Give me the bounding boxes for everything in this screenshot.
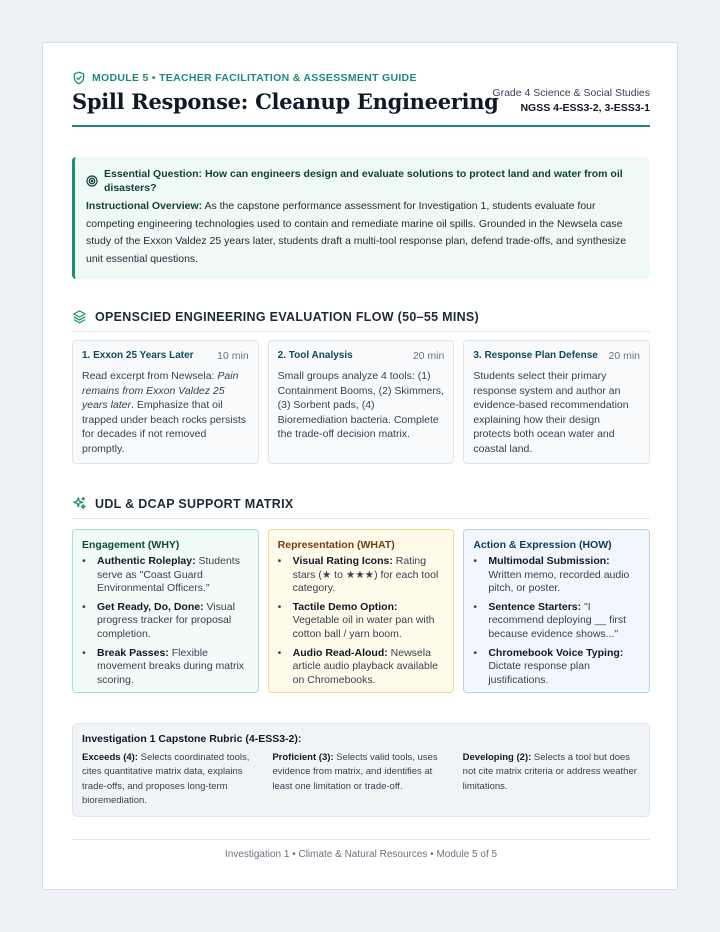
item-text: "I recommend deploying __ first because evidence shows..." [488,600,627,640]
item-label: Chromebook Voice Typing: [488,646,624,659]
rubric-title: Investigation 1 Capstone Rubric (4-ESS3-2): [82,733,302,745]
item-label: Get Ready, Do, Done: [97,600,204,613]
item-label: Authentic Roleplay: [97,555,196,567]
item-text: Vegetable oil in water pan with cotton ball / yarn boom. [292,614,435,640]
action-expression-column [463,529,650,693]
item-text: Students serve as "Coast Guard Environmental Officers." [97,555,240,595]
essential-question-text: Essential Question: How can engineers design and evaluate solutions to protect land and water from oil disasters? [104,168,623,194]
card-title: 2. Tool Analysis [277,350,353,361]
list-item [473,555,640,596]
list-item [82,601,249,642]
flow-heading-text: OPENSCIED ENGINEERING EVALUATION FLOW (50–55 MINS) [95,309,480,324]
item-text: Flexible movement breaks during matrix scoring. [97,646,245,686]
support-list [278,555,445,687]
module-line [72,71,650,85]
flow-card-response-plan [463,340,650,464]
list-item [278,555,445,596]
item-label: Break Passes: [97,646,169,659]
card-body [82,369,249,457]
grade-info [492,86,650,116]
layers-icon [72,309,87,324]
list-item [473,601,640,642]
item-label: Visual Rating Icons: [292,555,393,567]
card-time: 20 min [412,350,445,362]
item-text: Written memo, recorded audio pitch, or poster. [488,568,630,595]
rubric-level-proficient [272,751,449,809]
capstone-rubric [72,723,650,817]
sparkles-icon [72,496,87,511]
list-item [82,647,249,688]
item-label: Sentence Starters: [488,600,582,613]
grade-label: Grade 4 Science & Social Studies [492,87,650,99]
essential-question-callout [72,157,650,279]
list-item [82,555,249,596]
column-title: Representation (WHAT) [277,539,395,551]
rubric-level-developing [463,751,640,809]
udl-matrix [72,529,650,693]
level-text: Selects a tool but does not cite matrix criteria or address weather limitations. [462,752,637,792]
article-title: Pain remains from Exxon Valdez 25 years later [82,370,239,412]
level-label: Developing (2): [462,752,532,763]
overview-label: Instructional Overview: [86,200,203,212]
column-title: Engagement (WHY) [82,539,180,551]
instructional-overview [86,198,638,268]
card-body: Small groups analyze 4 tools: (1) Containment Booms, (2) Skimmers, (3) Sorbent pads, (4) Bioremediation bacteria. Complete the trade-off decision matrix. [277,370,444,441]
page-header [72,71,650,127]
card-time: 10 min [217,350,249,362]
target-icon [86,175,98,187]
module-label: MODULE 5 • TEACHER FACILITATION & ASSESSMENT GUIDE [92,72,417,84]
item-text: Visual progress tracker for proposal completion. [97,600,235,640]
udl-heading [72,496,650,519]
item-text: Newsela article audio playback available on Chromebooks. [292,646,439,686]
item-text: Dictate response plan justifications. [488,660,590,686]
item-label: Audio Read-Aloud: [292,646,388,659]
overview-text: As the capstone performance assessment for Investigation 1, students evaluate four competing engineering technologies used to contain and remediate marine oil spills. Grounded in the Newsela case study of the Exxon Valdez 25 years later, students draft a multi-tool response plan, defend trade-offs, and synthesize unit essential questions. [86,200,627,265]
item-text: Rating stars (★ to ★★★) for each tool category. [292,555,439,595]
card-body: Students select their primary response system and author an evidence-based recommendation explaining how their design protects both ocean water and coastal land. [473,370,629,455]
guide-page [42,42,678,890]
item-label: Multimodal Submission: [488,555,610,567]
list-item [278,601,445,642]
shield-check-icon [72,71,86,85]
flow-card-tool-analysis [268,340,455,464]
rubric-levels [82,751,640,809]
flow-cards [72,340,650,464]
support-list [473,555,640,687]
engagement-column [72,529,259,693]
page-footer: Investigation 1 • Climate & Natural Resources • Module 5 of 5 [72,839,650,860]
standards-label: NGSS 4-ESS3-2, 3-ESS3-1 [520,102,650,114]
column-title: Action & Expression (HOW) [473,539,612,551]
card-title: 3. Response Plan Defense [473,350,598,361]
card-time: 20 min [608,350,641,362]
list-item [278,647,445,688]
rubric-level-exceeds [82,751,259,809]
page-title: Spill Response: Cleanup Engineering [72,89,499,114]
support-list [82,555,249,687]
flow-card-exxon [72,340,259,464]
level-label: Proficient (3): [272,752,334,763]
level-text: Selects coordinated tools, cites quantitative matrix data, explains trade-offs, and proposes long-term bioremediation. [82,752,250,807]
card-text-a: Read excerpt from Newsela: [82,370,218,382]
list-item [473,647,640,688]
card-text-b: . Emphasize that oil trapped under beach rocks persists for decades if not removed promptly. [82,399,247,455]
representation-column [268,529,455,693]
essential-question [86,167,638,195]
level-label: Exceeds (4): [82,752,138,763]
flow-heading [72,309,650,332]
page-content [72,71,650,817]
card-title: 1. Exxon 25 Years Later [82,350,194,361]
level-text: Selects valid tools, uses evidence from matrix, and identifies at least one limitation or trade-off. [272,752,438,792]
udl-heading-text: UDL & DCAP SUPPORT MATRIX [95,496,294,511]
item-label: Tactile Demo Option: [292,600,398,613]
